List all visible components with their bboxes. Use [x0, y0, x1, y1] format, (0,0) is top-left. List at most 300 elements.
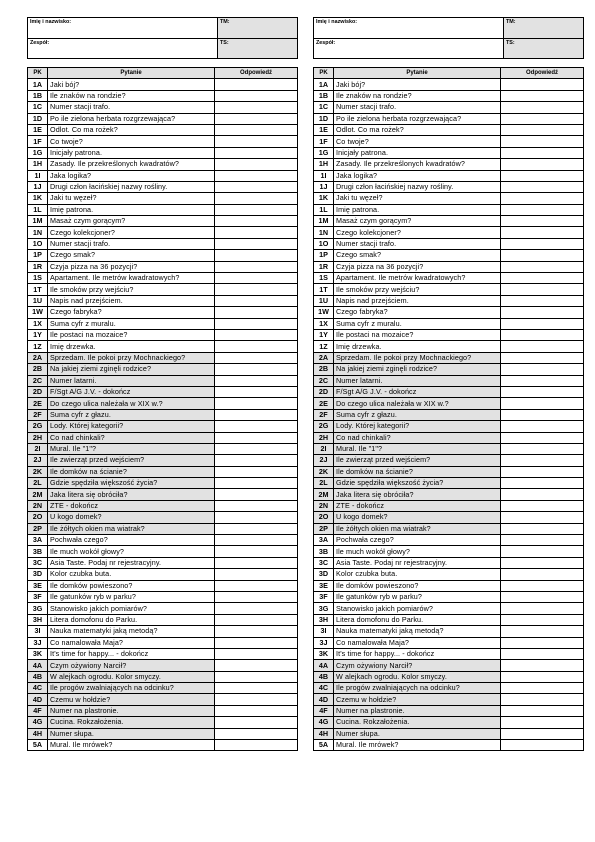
question-row	[314, 443, 584, 454]
team-field[interactable]: Zespół:	[28, 38, 218, 59]
answer-cell[interactable]	[501, 626, 584, 637]
question-row	[28, 284, 298, 295]
question-text: Cucina. Rokzałożenia.	[48, 717, 215, 728]
checkpoint-code: 5A	[28, 740, 48, 751]
answer-cell[interactable]	[501, 329, 584, 340]
question-text: Na jakiej ziemi zginęli rodzice?	[334, 364, 501, 375]
checkpoint-code: 2O	[28, 512, 48, 523]
answer-cell[interactable]	[215, 136, 298, 147]
answer-cell[interactable]	[215, 500, 298, 511]
answer-cell[interactable]	[215, 546, 298, 557]
question-text: Kolor czubka buta.	[48, 569, 215, 580]
question-row	[314, 626, 584, 637]
question-row	[28, 136, 298, 147]
question-text: Asia Taste. Podaj nr rejestracyjny.	[48, 557, 215, 568]
checkpoint-code: 1X	[314, 318, 334, 329]
question-row	[28, 159, 298, 170]
question-text: Imię drzewka.	[48, 341, 215, 352]
question-text: Ile smoków przy wejściu?	[48, 284, 215, 295]
answer-cell[interactable]	[501, 591, 584, 602]
name-field[interactable]: Imię i nazwisko:	[28, 18, 218, 39]
question-text: Lody. Której kategorii?	[334, 421, 501, 432]
answer-cell[interactable]	[215, 671, 298, 682]
question-row	[314, 455, 584, 466]
answer-cell[interactable]	[501, 193, 584, 204]
answer-cell[interactable]	[501, 216, 584, 227]
checkpoint-code: 4F	[28, 705, 48, 716]
checkpoint-code: 2G	[314, 421, 334, 432]
checkpoint-code: 3J	[314, 637, 334, 648]
question-row	[314, 683, 584, 694]
answer-cell[interactable]	[501, 671, 584, 682]
question-text: Pochwała czego?	[334, 535, 501, 546]
ts-field[interactable]: TS:	[504, 38, 584, 59]
answer-cell[interactable]	[501, 250, 584, 261]
checkpoint-code: 1Z	[314, 341, 334, 352]
answer-cell[interactable]	[215, 238, 298, 249]
question-row	[314, 273, 584, 284]
answer-cell[interactable]	[501, 432, 584, 443]
question-row	[28, 375, 298, 386]
question-row	[314, 648, 584, 659]
checkpoint-code: 1F	[28, 136, 48, 147]
checkpoint-code: 3G	[314, 603, 334, 614]
checkpoint-code: 2H	[314, 432, 334, 443]
question-row	[314, 341, 584, 352]
answer-cell[interactable]	[215, 705, 298, 716]
checkpoint-code: 2P	[28, 523, 48, 534]
answer-cell[interactable]	[501, 637, 584, 648]
question-text: Numer stacji trafo.	[334, 102, 501, 113]
answer-cell[interactable]	[501, 409, 584, 420]
answer-cell[interactable]	[501, 181, 584, 192]
answer-cell[interactable]	[215, 79, 298, 90]
answer-cell[interactable]	[501, 660, 584, 671]
question-row	[28, 193, 298, 204]
question-row	[28, 455, 298, 466]
checkpoint-code: 3A	[314, 535, 334, 546]
answer-cell[interactable]	[215, 375, 298, 386]
question-row	[28, 238, 298, 249]
question-text: Nauka matematyki jaką metodą?	[48, 626, 215, 637]
question-row	[314, 671, 584, 682]
question-row	[314, 546, 584, 557]
checkpoint-code: 4B	[314, 671, 334, 682]
question-row	[314, 193, 584, 204]
question-row	[28, 364, 298, 375]
answer-cell[interactable]	[501, 455, 584, 466]
question-row	[314, 204, 584, 215]
checkpoint-code: 4A	[28, 660, 48, 671]
question-row	[28, 500, 298, 511]
answer-cell[interactable]	[215, 728, 298, 739]
checkpoint-code: 1K	[314, 193, 334, 204]
answer-cell[interactable]	[215, 284, 298, 295]
checkpoint-code: 2G	[28, 421, 48, 432]
question-row	[314, 432, 584, 443]
question-row	[314, 147, 584, 158]
answer-cell[interactable]	[215, 466, 298, 477]
question-text: Mural. Ile mrówek?	[334, 740, 501, 751]
answer-cell[interactable]	[215, 273, 298, 284]
question-row	[314, 421, 584, 432]
question-text: Ile zwierząt przed wejściem?	[48, 455, 215, 466]
answer-cell[interactable]	[501, 557, 584, 568]
answer-cell[interactable]	[501, 341, 584, 352]
answer-cell[interactable]	[215, 512, 298, 523]
question-text: Mural. Ile "1"?	[48, 443, 215, 454]
question-row	[28, 694, 298, 705]
checkpoint-code: 2K	[28, 466, 48, 477]
checkpoint-code: 4C	[314, 683, 334, 694]
question-text: Co namalowała Maja?	[48, 637, 215, 648]
answer-cell[interactable]	[215, 90, 298, 101]
question-text: Czemu w hołdzie?	[334, 694, 501, 705]
question-row	[28, 637, 298, 648]
question-text: Masaż czym gorącym?	[334, 216, 501, 227]
answer-cell[interactable]	[501, 694, 584, 705]
question-row	[314, 705, 584, 716]
question-row	[28, 603, 298, 614]
answer-cell[interactable]	[215, 307, 298, 318]
answer-cell[interactable]	[501, 728, 584, 739]
answer-cell[interactable]	[501, 102, 584, 113]
checkpoint-code: 1Y	[28, 329, 48, 340]
checkpoint-code: 1L	[314, 204, 334, 215]
question-text: U kogo domek?	[334, 512, 501, 523]
answer-cell[interactable]	[215, 181, 298, 192]
question-text: Czyja pizza na 36 pozycji?	[334, 261, 501, 272]
answer-cell[interactable]	[501, 546, 584, 557]
question-text: Numer latarni.	[334, 375, 501, 386]
checkpoint-code: 1O	[314, 238, 334, 249]
answer-cell[interactable]	[501, 124, 584, 135]
answer-cell[interactable]	[501, 375, 584, 386]
answer-cell[interactable]	[501, 147, 584, 158]
answer-cell[interactable]	[501, 307, 584, 318]
checkpoint-code: 2M	[28, 489, 48, 500]
answer-cell[interactable]	[501, 284, 584, 295]
checkpoint-code: 3E	[28, 580, 48, 591]
question-text: Jaka logika?	[334, 170, 501, 181]
question-row	[314, 557, 584, 568]
answer-cell[interactable]	[501, 204, 584, 215]
answer-cell[interactable]	[215, 341, 298, 352]
question-text: Jaki tu węzeł?	[334, 193, 501, 204]
answer-cell[interactable]	[501, 443, 584, 454]
question-row	[28, 580, 298, 591]
answer-cell[interactable]	[215, 124, 298, 135]
question-text: It's time for happy... - dokończ	[334, 648, 501, 659]
answer-cell[interactable]	[215, 147, 298, 158]
answer-cell[interactable]	[215, 261, 298, 272]
question-row	[28, 318, 298, 329]
answer-cell[interactable]	[215, 591, 298, 602]
answer-cell[interactable]	[501, 90, 584, 101]
answer-cell[interactable]	[215, 318, 298, 329]
answer-cell[interactable]	[215, 102, 298, 113]
question-text: Co namalowała Maja?	[334, 637, 501, 648]
checkpoint-code: 2L	[314, 478, 334, 489]
question-row	[28, 181, 298, 192]
answer-cell[interactable]	[215, 443, 298, 454]
answer-cell[interactable]	[501, 614, 584, 625]
answer-cell[interactable]	[215, 478, 298, 489]
question-row	[314, 500, 584, 511]
checkpoint-code: 2J	[314, 455, 334, 466]
tm-field[interactable]: TM:	[504, 18, 584, 39]
answer-cell[interactable]	[215, 250, 298, 261]
question-text: Stanowisko jakich pomiarów?	[48, 603, 215, 614]
question-text: Numer słupa.	[48, 728, 215, 739]
answer-cell[interactable]	[215, 569, 298, 580]
checkpoint-code: 3G	[28, 603, 48, 614]
checkpoint-code: 3K	[314, 648, 334, 659]
checkpoint-code: 2N	[314, 500, 334, 511]
team-field[interactable]: Zespół:	[314, 38, 504, 59]
answer-cell[interactable]	[215, 193, 298, 204]
answer-cell[interactable]	[501, 273, 584, 284]
question-row	[314, 181, 584, 192]
question-row	[314, 79, 584, 90]
question-row	[314, 295, 584, 306]
checkpoint-code: 1U	[314, 295, 334, 306]
answer-cell[interactable]	[215, 352, 298, 363]
question-row	[28, 90, 298, 101]
answer-cell[interactable]	[501, 683, 584, 694]
checkpoint-code: 1M	[28, 216, 48, 227]
answer-cell[interactable]	[501, 364, 584, 375]
question-text: Po ile zielona herbata rozgrzewająca?	[334, 113, 501, 124]
question-text: Lody. Której kategorii?	[48, 421, 215, 432]
question-text: Suma cyfr z muralu.	[334, 318, 501, 329]
answer-cell[interactable]	[501, 261, 584, 272]
answer-cell[interactable]	[501, 603, 584, 614]
question-text: Ile domków na ścianie?	[334, 466, 501, 477]
question-row	[314, 740, 584, 751]
answer-cell[interactable]	[501, 421, 584, 432]
checkpoint-code: 5A	[314, 740, 334, 751]
checkpoint-code: 1S	[28, 273, 48, 284]
question-row	[28, 79, 298, 90]
answer-cell[interactable]	[501, 512, 584, 523]
answer-cell[interactable]	[501, 523, 584, 534]
question-row	[314, 318, 584, 329]
question-text: Numer na plastronie.	[48, 705, 215, 716]
answer-cell[interactable]	[215, 603, 298, 614]
question-text: Pochwała czego?	[48, 535, 215, 546]
question-row	[314, 478, 584, 489]
checkpoint-code: 1D	[314, 113, 334, 124]
answer-cell[interactable]	[501, 535, 584, 546]
question-text: Czego kolekcjoner?	[334, 227, 501, 238]
question-text: W alejkach ogrodu. Kolor smyczy.	[334, 671, 501, 682]
tm-field[interactable]: TM:	[218, 18, 298, 39]
checkpoint-code: 2C	[314, 375, 334, 386]
question-text: Do czego ulica należała w XIX w.?	[334, 398, 501, 409]
header-table	[27, 17, 298, 59]
question-text: Masaż czym gorącym?	[48, 216, 215, 227]
answer-cell[interactable]	[215, 557, 298, 568]
answer-cell[interactable]	[501, 500, 584, 511]
question-text: Apartament. Ile metrów kwadratowych?	[48, 273, 215, 284]
checkpoint-code: 1K	[28, 193, 48, 204]
checkpoint-code: 1W	[28, 307, 48, 318]
answer-cell[interactable]	[501, 580, 584, 591]
header-table	[313, 17, 584, 59]
answer-cell[interactable]	[215, 204, 298, 215]
question-text: Do czego ulica należała w XIX w.?	[48, 398, 215, 409]
question-row	[314, 386, 584, 397]
answer-cell[interactable]	[215, 216, 298, 227]
checkpoint-code: 2A	[28, 352, 48, 363]
answer-cell[interactable]	[215, 386, 298, 397]
question-text: Czego kolekcjoner?	[48, 227, 215, 238]
column-header-answer: Odpowiedź	[501, 68, 584, 79]
question-row	[314, 124, 584, 135]
question-text: Ile gatunków ryb w parku?	[48, 591, 215, 602]
question-row	[314, 466, 584, 477]
checkpoint-code: 1H	[28, 159, 48, 170]
question-row	[28, 614, 298, 625]
answer-cell[interactable]	[215, 580, 298, 591]
question-row	[314, 159, 584, 170]
answer-cell[interactable]	[215, 535, 298, 546]
question-text: Ile smoków przy wejściu?	[334, 284, 501, 295]
question-text: Jaka litera się obróciła?	[334, 489, 501, 500]
checkpoint-code: 3D	[28, 569, 48, 580]
checkpoint-code: 3H	[28, 614, 48, 625]
checkpoint-code: 2D	[28, 386, 48, 397]
answer-cell[interactable]	[501, 398, 584, 409]
answer-cell[interactable]	[215, 329, 298, 340]
checkpoint-code: 3I	[314, 626, 334, 637]
answer-cell[interactable]	[501, 705, 584, 716]
name-field[interactable]: Imię i nazwisko:	[314, 18, 504, 39]
answer-cell[interactable]	[501, 386, 584, 397]
answer-cell[interactable]	[215, 489, 298, 500]
answer-cell[interactable]	[501, 170, 584, 181]
checkpoint-code: 2A	[314, 352, 334, 363]
question-row	[314, 694, 584, 705]
checkpoint-code: 3H	[314, 614, 334, 625]
answer-cell[interactable]	[215, 717, 298, 728]
question-row	[314, 352, 584, 363]
question-row	[314, 717, 584, 728]
checkpoint-code: 3K	[28, 648, 48, 659]
answer-cell[interactable]	[215, 683, 298, 694]
answer-cell[interactable]	[501, 569, 584, 580]
checkpoint-code: 3F	[314, 591, 334, 602]
question-row	[314, 284, 584, 295]
answer-cell[interactable]	[501, 740, 584, 751]
ts-field[interactable]: TS:	[218, 38, 298, 59]
answer-cell[interactable]	[215, 159, 298, 170]
question-row	[28, 546, 298, 557]
question-row	[28, 671, 298, 682]
answer-cell[interactable]	[501, 136, 584, 147]
question-row	[28, 535, 298, 546]
question-text: Ile gatunków ryb w parku?	[334, 591, 501, 602]
question-row	[28, 569, 298, 580]
answer-cell[interactable]	[215, 409, 298, 420]
answer-cell[interactable]	[215, 660, 298, 671]
question-text: Suma cyfr z muralu.	[48, 318, 215, 329]
answer-cell[interactable]	[215, 637, 298, 648]
question-text: Numer stacji trafo.	[48, 238, 215, 249]
question-row	[314, 489, 584, 500]
answer-cell[interactable]	[215, 694, 298, 705]
checkpoint-code: 3C	[28, 557, 48, 568]
answer-cell[interactable]	[501, 318, 584, 329]
question-text: Odlot. Co ma rożek?	[334, 124, 501, 135]
answer-cell[interactable]	[215, 455, 298, 466]
answer-cell[interactable]	[215, 227, 298, 238]
answer-cell[interactable]	[215, 364, 298, 375]
answer-cell[interactable]	[215, 113, 298, 124]
checkpoint-code: 1N	[28, 227, 48, 238]
question-row	[314, 409, 584, 420]
question-row	[314, 614, 584, 625]
question-text: Jaki bój?	[334, 79, 501, 90]
question-text: F/Sgt A/G J.V. - dokończ	[334, 386, 501, 397]
answer-cell[interactable]	[215, 398, 298, 409]
answer-cell[interactable]	[501, 227, 584, 238]
checkpoint-code: 3E	[314, 580, 334, 591]
answer-cell[interactable]	[215, 614, 298, 625]
answer-cell[interactable]	[501, 295, 584, 306]
answer-cell[interactable]	[501, 489, 584, 500]
question-text: Drugi człon łacińskiej nazwy rośliny.	[48, 181, 215, 192]
answer-cell[interactable]	[215, 170, 298, 181]
question-row	[28, 409, 298, 420]
checkpoint-code: 2J	[28, 455, 48, 466]
question-row	[28, 124, 298, 135]
answer-cell[interactable]	[501, 648, 584, 659]
question-row	[28, 341, 298, 352]
answer-cell[interactable]	[215, 740, 298, 751]
answer-cell[interactable]	[501, 352, 584, 363]
answer-cell[interactable]	[501, 717, 584, 728]
answer-cell[interactable]	[501, 238, 584, 249]
checkpoint-code: 1U	[28, 295, 48, 306]
checkpoint-code: 2F	[314, 409, 334, 420]
answer-cell[interactable]	[215, 295, 298, 306]
answer-cell[interactable]	[501, 79, 584, 90]
checkpoint-code: 2F	[28, 409, 48, 420]
answer-cell[interactable]	[215, 421, 298, 432]
question-text: Jaki bój?	[48, 79, 215, 90]
question-text: Czym ożywiony Narcił?	[334, 660, 501, 671]
answer-cell[interactable]	[501, 159, 584, 170]
question-row	[28, 717, 298, 728]
checkpoint-code: 1E	[314, 124, 334, 135]
answer-cell[interactable]	[215, 523, 298, 534]
checkpoint-code: 2E	[314, 398, 334, 409]
question-text: Gdzie spędziła większość życia?	[48, 478, 215, 489]
answer-cell[interactable]	[501, 113, 584, 124]
checkpoint-code: 3J	[28, 637, 48, 648]
answer-cell[interactable]	[215, 432, 298, 443]
question-row	[314, 523, 584, 534]
answer-cell[interactable]	[501, 466, 584, 477]
answer-cell[interactable]	[501, 478, 584, 489]
question-row	[28, 660, 298, 671]
question-row	[28, 728, 298, 739]
answer-cell[interactable]	[215, 626, 298, 637]
answer-cell[interactable]	[215, 648, 298, 659]
question-row	[28, 489, 298, 500]
